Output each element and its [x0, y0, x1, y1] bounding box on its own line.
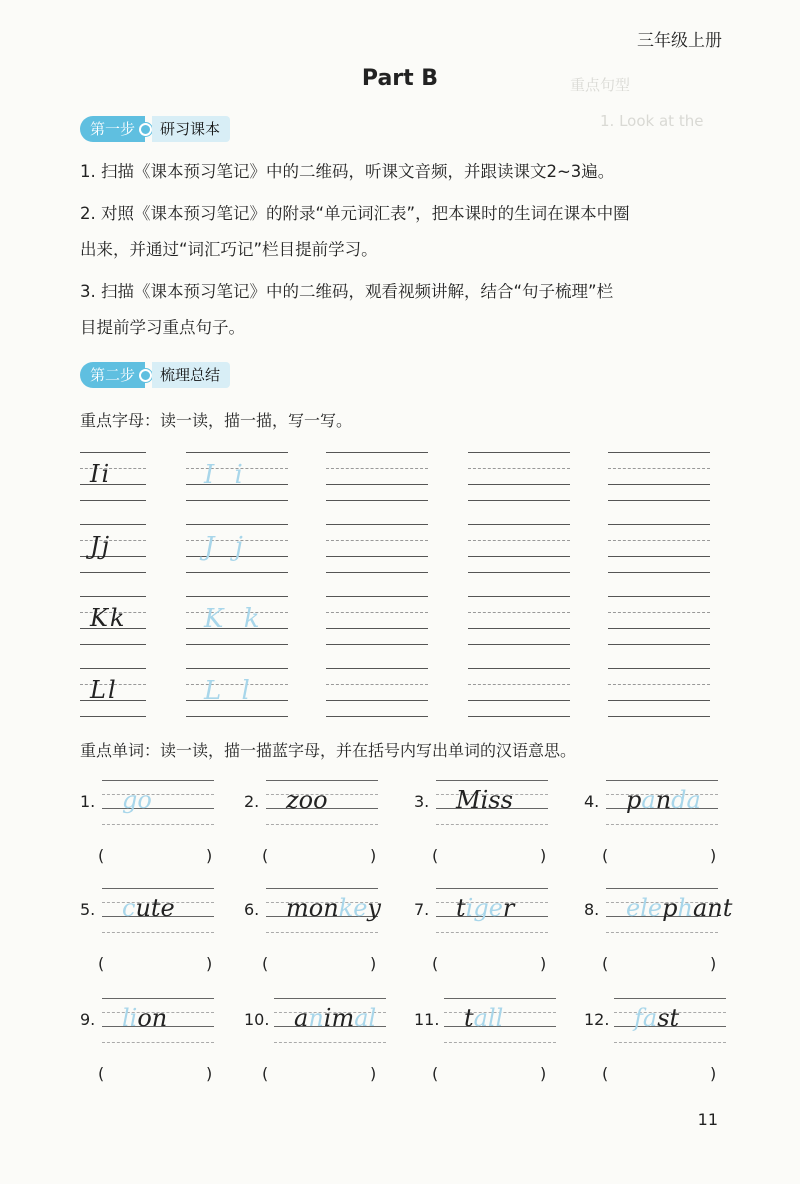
writing-lines[interactable] — [608, 596, 710, 644]
trace-letters: al — [354, 1004, 377, 1032]
step1-badge — [80, 116, 230, 142]
word-number: 9. — [80, 1010, 96, 1029]
printed-letters: t — [464, 1004, 474, 1032]
word-number: 5. — [80, 900, 96, 919]
key-word — [122, 1004, 167, 1032]
trace-letter: L l — [204, 676, 256, 706]
dot-icon — [139, 123, 152, 136]
instruction-3: 3. 扫描《课本预习笔记》中的二维码，观看视频讲解，结合“句子梳理”栏 目提前学习重点句子。 — [80, 282, 614, 337]
trace-letters: ke — [338, 894, 368, 922]
meaning-answer-blank[interactable]: ( ) — [602, 954, 717, 973]
word-number: 2. — [244, 792, 260, 811]
meaning-answer-blank[interactable]: ( ) — [262, 954, 377, 973]
dot-icon — [139, 369, 152, 382]
writing-lines[interactable] — [608, 668, 710, 716]
words-heading: 重点单词：读一读，描一描蓝字母，并在括号内写出单词的汉语意思。 — [80, 741, 577, 760]
letters-heading: 重点字母：读一读，描一描，写一写。 — [80, 411, 353, 430]
page-title: Part B — [361, 66, 439, 91]
printed-letters: t — [456, 894, 466, 922]
trace-letters: f — [634, 1004, 643, 1032]
page-number: 11 — [697, 1110, 718, 1129]
key-word — [122, 894, 175, 922]
bleed-through-text: 重点句型 — [570, 76, 631, 94]
trace-letters: all — [473, 1004, 504, 1032]
trace-letters: go — [122, 786, 152, 814]
word-writing-lines[interactable] — [102, 780, 214, 824]
printed-letters: on — [137, 1004, 168, 1032]
printed-letters: im — [323, 1004, 355, 1032]
key-word — [294, 1004, 376, 1032]
trace-letters: da — [671, 786, 701, 814]
model-letter: Kk — [90, 604, 127, 632]
writing-lines[interactable] — [608, 524, 710, 572]
key-word — [456, 786, 513, 814]
trace-letters: n — [308, 1004, 324, 1032]
key-word — [286, 894, 381, 922]
word-number: 7. — [414, 900, 430, 919]
trace-letters: h — [677, 894, 693, 922]
key-word — [286, 786, 328, 814]
meaning-answer-blank[interactable]: ( ) — [98, 1064, 213, 1083]
model-letter: Ii — [90, 460, 112, 488]
key-word — [626, 786, 701, 814]
writing-lines[interactable] — [326, 596, 428, 644]
step2-pill: 第二步 — [80, 362, 145, 388]
word-number: 1. — [80, 792, 96, 811]
trace-letters: a — [642, 1004, 658, 1032]
word-number: 12. — [584, 1010, 610, 1029]
trace-letter: K k — [204, 604, 266, 634]
meaning-answer-blank[interactable]: ( ) — [98, 846, 213, 865]
word-number: 6. — [244, 900, 260, 919]
instruction-2: 2. 对照《课本预习笔记》的附录“单元词汇表”，把本课时的生词在课本中圈 出来，并通过“词汇巧记”栏目提前学习。 — [80, 204, 630, 259]
printed-letters: zoo — [286, 786, 328, 814]
printed-letters: ant — [692, 894, 733, 922]
writing-lines[interactable] — [608, 452, 710, 500]
writing-lines[interactable] — [468, 596, 570, 644]
meaning-answer-blank[interactable]: ( ) — [432, 1064, 547, 1083]
writing-lines[interactable] — [468, 524, 570, 572]
printed-letters: Miss — [456, 786, 513, 814]
trace-letter: J j — [204, 532, 249, 562]
trace-letters: li — [122, 1004, 138, 1032]
meaning-answer-blank[interactable]: ( ) — [432, 846, 547, 865]
word-number: 4. — [584, 792, 600, 811]
writing-lines[interactable] — [468, 668, 570, 716]
key-word — [464, 1004, 503, 1032]
step1-label: 研习课本 — [152, 116, 230, 142]
meaning-answer-blank[interactable]: ( ) — [262, 1064, 377, 1083]
word-number: 3. — [414, 792, 430, 811]
trace-letters: a — [641, 786, 656, 814]
key-word — [634, 1004, 679, 1032]
instruction-1: 1. 扫描《课本预习笔记》中的二维码，听课文音频，并跟读课文2~3遍。 — [80, 162, 615, 181]
meaning-answer-blank[interactable]: ( ) — [98, 954, 213, 973]
key-word — [122, 786, 152, 814]
model-letter: Ll — [90, 676, 118, 704]
word-number: 10. — [244, 1010, 270, 1029]
printed-letters: ute — [135, 894, 175, 922]
trace-letters: ige — [465, 894, 503, 922]
writing-lines[interactable] — [468, 452, 570, 500]
printed-letters: st — [657, 1004, 680, 1032]
key-word — [456, 894, 514, 922]
meaning-answer-blank[interactable]: ( ) — [262, 846, 377, 865]
bleed-through-text: 1. Look at the — [600, 112, 704, 130]
trace-letter: I i — [204, 460, 249, 490]
printed-letters: y — [367, 894, 381, 922]
printed-letters: mon — [286, 894, 339, 922]
model-letter: Jj — [90, 532, 112, 560]
printed-letters: p — [662, 894, 678, 922]
meaning-answer-blank[interactable]: ( ) — [602, 846, 717, 865]
step1-pill: 第一步 — [80, 116, 145, 142]
word-number: 8. — [584, 900, 600, 919]
step2-badge — [80, 362, 230, 388]
printed-letters: n — [655, 786, 672, 814]
printed-letters: p — [626, 786, 642, 814]
key-word — [626, 894, 732, 922]
grade-label: 三年级上册 — [637, 31, 722, 51]
meaning-answer-blank[interactable]: ( ) — [432, 954, 547, 973]
step2-label: 梳理总结 — [152, 362, 230, 388]
printed-letters: a — [294, 1004, 309, 1032]
trace-letters: c — [122, 894, 136, 922]
writing-lines[interactable] — [326, 668, 428, 716]
writing-lines[interactable] — [326, 452, 428, 500]
word-number: 11. — [414, 1010, 440, 1029]
printed-letters: r — [502, 894, 515, 922]
trace-letters: ele — [626, 894, 663, 922]
meaning-answer-blank[interactable]: ( ) — [602, 1064, 717, 1083]
writing-lines[interactable] — [326, 524, 428, 572]
